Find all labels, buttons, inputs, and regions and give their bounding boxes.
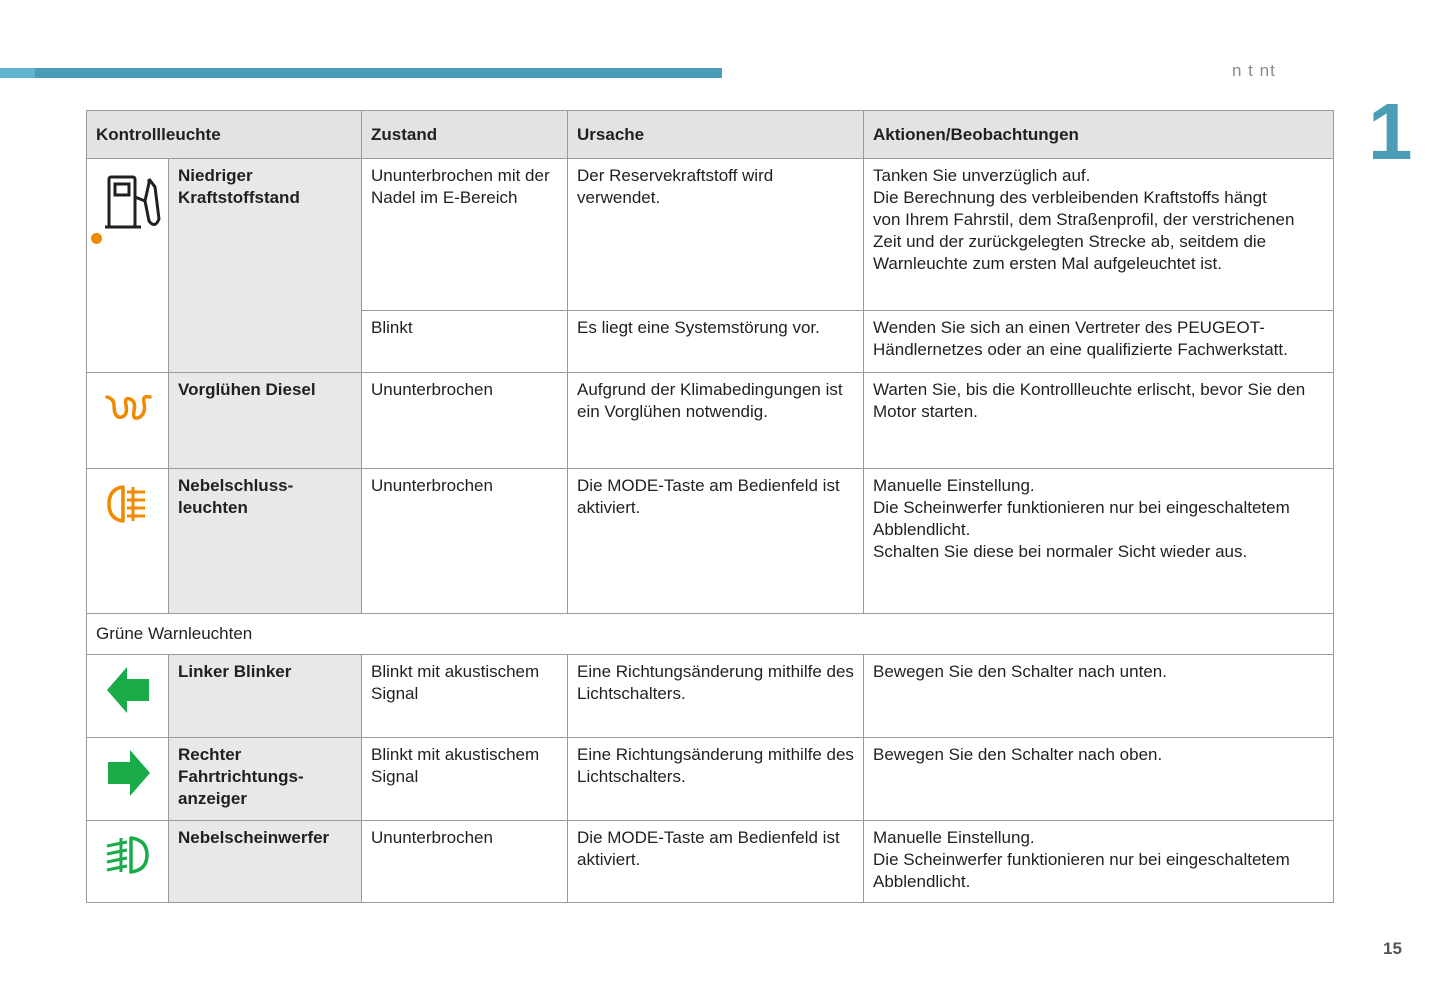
table-row — [87, 738, 1334, 821]
table-row — [87, 469, 1334, 614]
cause-cell: Die MODE-Taste am Bedienfeld ist aktiviert. — [568, 821, 864, 903]
column-header-cause: Ursache — [568, 111, 864, 159]
page-number: 15 — [1383, 939, 1402, 958]
action-cell: Wenden Sie sich an einen Vertreter des PEUGEOT- Händlernetzes oder an eine qualifizierte Fachwerkstatt. — [864, 311, 1334, 373]
action-cell: Warten Sie, bis die Kontrollleuchte erlischt, bevor Sie den Motor starten. — [864, 373, 1334, 469]
state-cell: Ununterbrochen — [362, 469, 568, 614]
warning-light-name: Nebelschluss- leuchten — [169, 469, 362, 614]
warning-light-name: Linker Blinker — [169, 655, 362, 738]
state-cell: Blinkt mit akustischem Signal — [362, 655, 568, 738]
header-bar — [0, 68, 722, 78]
cause-cell: Aufgrund der Klimabedingungen ist ein Vorglühen notwendig. — [568, 373, 864, 469]
cause-cell: Es liegt eine Systemstörung vor. — [568, 311, 864, 373]
warning-light-name: Vorglühen Diesel — [169, 373, 362, 469]
right-arrow-icon — [87, 738, 169, 821]
table-header-row — [87, 111, 1334, 159]
front-fog-light-icon — [87, 821, 169, 903]
state-cell: Ununterbrochen — [362, 821, 568, 903]
warning-light-name: Rechter Fahrtrichtungs- anzeiger — [169, 738, 362, 821]
state-cell: Ununterbrochen — [362, 373, 568, 469]
state-cell: Blinkt mit akustischem Signal — [362, 738, 568, 821]
action-cell: Tanken Sie unverzüglich auf. Die Berechnung des verbleibenden Kraftstoffs hängt von Ihrem Fahrstil, dem Straßenprofil, der verstrichenen Zeit und der zurückgelegten Strecke ab, seitdem die Warnleuchte zum ersten Mal aufgeleuchtet ist. — [864, 159, 1334, 311]
fuel-pump-icon — [87, 159, 169, 373]
action-cell: Manuelle Einstellung. Die Scheinwerfer funktionieren nur bei eingeschaltetem Abblendlicht. — [864, 821, 1334, 903]
state-cell: Blinkt — [362, 311, 568, 373]
section-title-green-lights: Grüne Warnleuchten — [87, 614, 1334, 655]
table-row — [87, 159, 1334, 311]
chapter-number: 1 — [1368, 87, 1413, 176]
left-arrow-icon — [87, 655, 169, 738]
action-cell: Manuelle Einstellung. Die Scheinwerfer funktionieren nur bei eingeschaltetem Abblendlicht. Schalten Sie diese bei normaler Sicht wieder aus. — [864, 469, 1334, 614]
table-row — [87, 373, 1334, 469]
column-header-state: Zustand — [362, 111, 568, 159]
rear-fog-light-icon — [87, 469, 169, 614]
cause-cell: Die MODE-Taste am Bedienfeld ist aktiviert. — [568, 469, 864, 614]
cause-cell: Eine Richtungsänderung mithilfe des Lichtschalters. — [568, 655, 864, 738]
cause-cell: Eine Richtungsänderung mithilfe des Lichtschalters. — [568, 738, 864, 821]
glow-plug-icon — [87, 373, 169, 469]
warning-lights-table — [86, 110, 1334, 903]
table-row — [87, 821, 1334, 903]
orange-dot-icon — [91, 233, 102, 244]
action-cell: Bewegen Sie den Schalter nach oben. — [864, 738, 1334, 821]
table-row — [87, 655, 1334, 738]
section-row — [87, 614, 1334, 655]
state-cell: Ununterbrochen mit der Nadel im E-Bereich — [362, 159, 568, 311]
warning-light-name: Niedriger Kraftstoffstand — [169, 159, 362, 373]
cause-cell: Der Reservekraftstoff wird verwendet. — [568, 159, 864, 311]
column-header-warning-light: Kontrollleuchte — [87, 111, 362, 159]
action-cell: Bewegen Sie den Schalter nach unten. — [864, 655, 1334, 738]
warning-light-name: Nebelscheinwerfer — [169, 821, 362, 903]
column-header-action: Aktionen/Beobachtungen — [864, 111, 1334, 159]
section-title: n t nt — [1232, 61, 1276, 80]
